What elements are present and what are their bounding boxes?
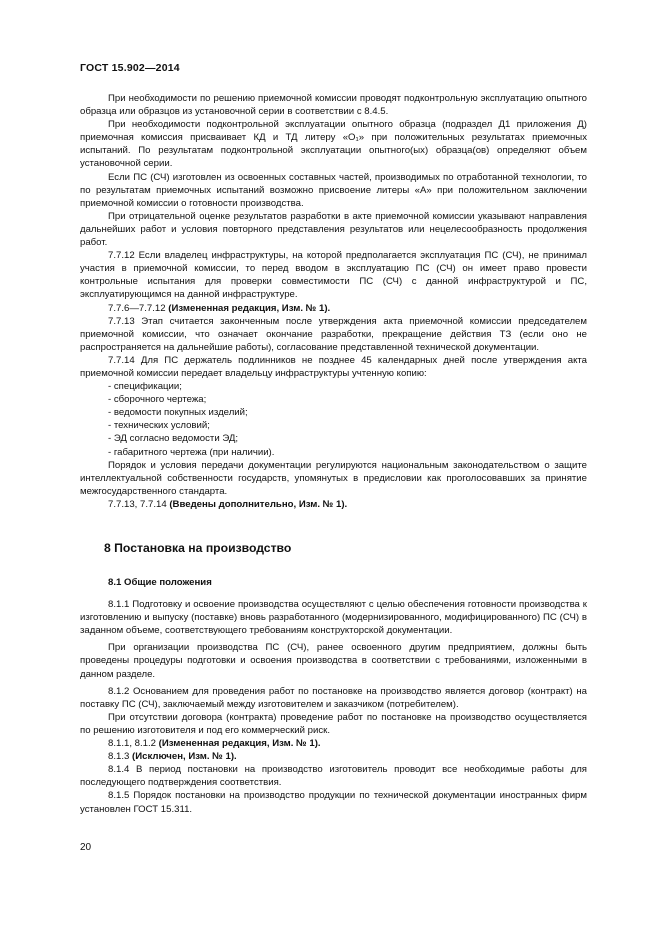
paragraph: При отрицательной оценке результатов разработки в акте приемочной комиссии указывают направления дальнейших работ и условия повторного представления результатов или нецелесообразность продолжения работ. [80,210,587,249]
list-item: - ведомости покупных изделий; [108,407,248,419]
paragraph-8-1-4: 8.1.4 В период постановки на производство изготовитель проводит все необходимые работы для последующего подтверждения соответствия. [80,764,587,789]
list-item: - ЭД согласно ведомости ЭД; [108,433,239,445]
body-top [80,92,587,511]
amendment-note [80,302,587,315]
note-text: (Измененная редакция, Изм. № 1). [168,302,331,314]
list-item: - технических условий; [108,420,210,432]
list-item: - спецификации; [108,381,182,393]
paragraph-8-1-2: 8.1.2 Основанием для проведения работ по постановке на производство является договор (контракт) на поставку ПС (СЧ), заключаемый между изготовителем и заказчиком (потребителем). [80,685,587,710]
paragraph-8-1-5: 8.1.5 Порядок постановки на производство продукции по технической документации иностранных фирм установлен ГОСТ 15.311. [80,790,587,815]
note-ref: 8.1.3 [108,751,133,763]
note-ref: 7.7.13, 7.7.14 [108,498,170,510]
amendment-note [80,498,587,511]
paragraph: При организации производства ПС (СЧ), ранее освоенного другим предприятием, должны быть проведены процедуры подготовки и освоения производства в соответствии с требованиями, изложенными в данном разделе. [80,642,587,680]
note-text: (Введены дополнительно, Изм. № 1). [169,498,348,510]
amendment-note [80,750,587,763]
subsection-heading: 8.1 Общие положения [108,577,212,588]
paragraph-7-7-13: 7.7.13 Этап считается законченным после утверждения акта приемочной комиссии председателем приемочной комиссии, что означает окончание разработки, прекращение действия ТЗ (если оно не распространяется на дальнейшие работы), согласование представленной технической документации. [80,315,587,353]
list-item: - габаритного чертежа (при наличии). [108,446,275,458]
paragraph: При необходимости подконтрольной эксплуатации опытного образца (подраздел Д1 приложения Д) приемочная комиссия присваивает КД и ТД литеру «О₁» при положительных результатах приемочных испытаний. По результатам подконтрольной эксплуатации опытного(ых) образца(ов) определяют объем установочной серии. [80,119,587,170]
paragraph: При необходимости по решению приемочной комиссии проводят подконтрольную эксплуатацию опытного образца или образцов из установочной серии в соответствии с 8.4.5. [80,93,587,118]
note-ref: 8.1.1, 8.1.2 [108,738,159,750]
list-item: - сборочного чертежа; [108,394,207,406]
paragraph: При отсутствии договора (контракта) проведение работ по постановке на производство осуществляется по решению изготовителя и под его коммерческий риск. [80,711,587,736]
body-section-8 [80,576,587,816]
note-text: (Исключен, Изм. № 1). [132,751,237,763]
paragraph: Порядок и условия передачи документации регулируются национальным законодательством о защите интеллектуальной собственности государств, упомянутых в предисловии как проголосовавших за принятие межгосударственного стандарта. [80,459,587,497]
paragraph-7-7-14: 7.7.14 Для ПС держатель подлинников не позднее 45 календарных дней после утверждения акта приемочной комиссии передает владельцу инфраструктуры учтенную копию: [80,354,587,379]
note-text: (Измененная редакция, Изм. № 1). [158,738,321,750]
paragraph-8-1-1: 8.1.1 Подготовку и освоение производства осуществляют с целью обеспечения готовности производства к изготовлению и выпуску (поставке) вновь разработанного (модернизированного, модифицированного) ПС (СЧ) в заданном объеме, соответствующего требованиям конструкторской документации. [80,599,587,637]
page-number: 20 [80,842,92,853]
note-ref: 7.7.6—7.7.12 [108,302,169,314]
amendment-note [80,737,587,750]
paragraph-7-7-12: 7.7.12 Если владелец инфраструктуры, на которой предполагается эксплуатация ПС (СЧ), не принимал участия в приемочной комиссии, то перед вводом в эксплуатацию ПС (СЧ) он имеет право провести контрольные испытания для проверки совместимости ПС (СЧ) с данной инфраструктурой и ПС, эксплуатирующимся на данной инфраструктуре. [80,250,587,301]
section-heading: 8 Постановка на производство [104,541,292,555]
paragraph: Если ПС (СЧ) изготовлен из освоенных составных частей, производимых по отработанной технологии, то по результатам приемочных испытаний возможно присвоение литеры «А» при положительном заключении приемочной комиссии о готовности производства. [80,171,587,209]
document-header: ГОСТ 15.902—2014 [80,62,180,74]
